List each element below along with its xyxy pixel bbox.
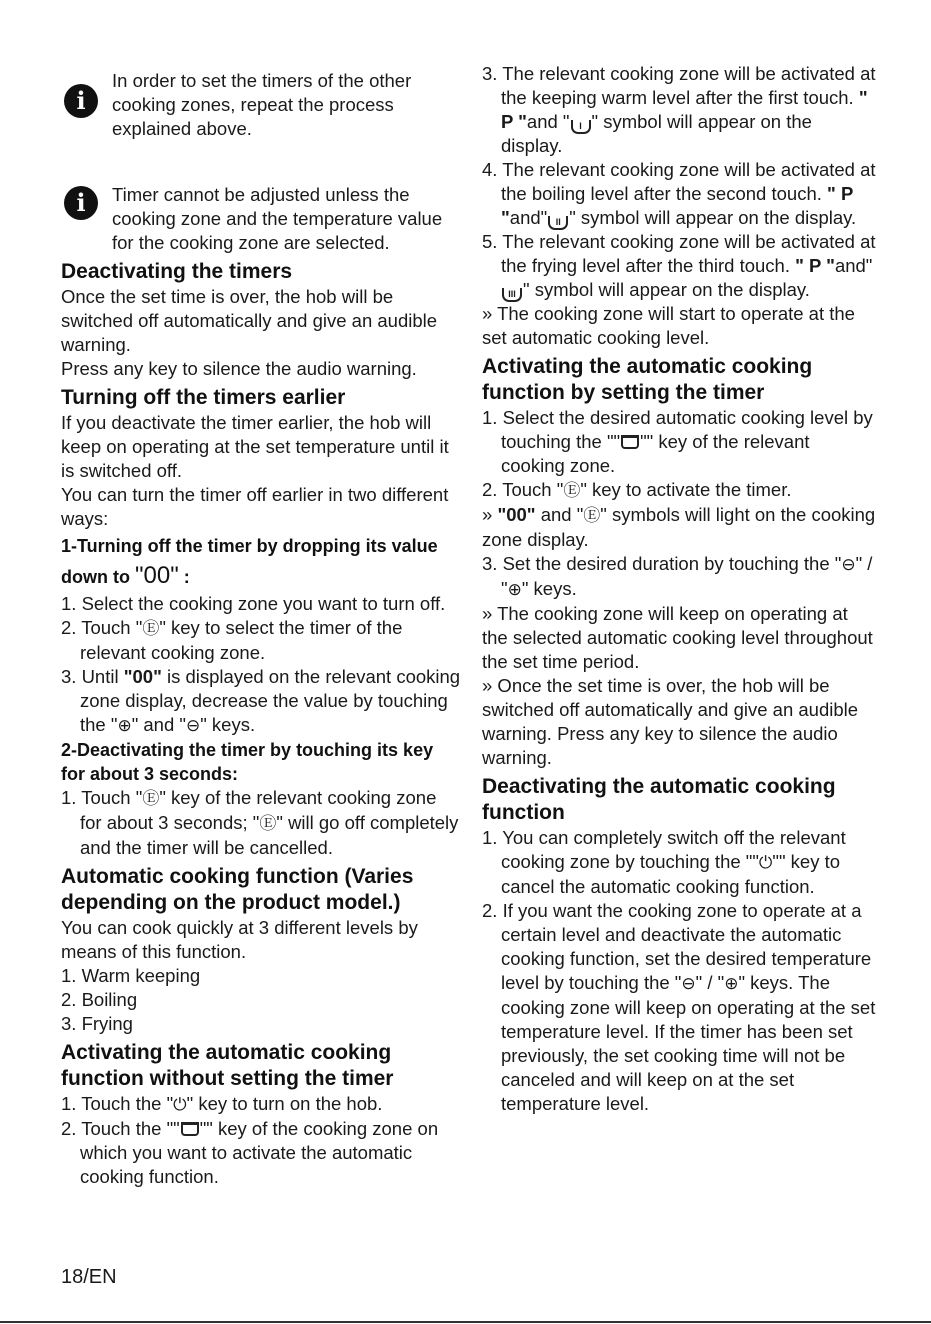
note-text: In order to set the timers of the other cooking zones, repeat the process explained above.: [112, 70, 412, 139]
list-item: 1. Touch "Ⓔ" key of the relevant cooking zone for about 3 seconds; "Ⓔ" will go off completely and the timer will be cancelled.: [61, 787, 459, 858]
paragraph: Once the set time is over, the hob will be switched off automatically and give an audible warning.: [61, 286, 438, 355]
minus-icon: ⊖: [841, 555, 856, 575]
section-heading: Automatic cooking function (Varies depending on the product model.): [61, 865, 414, 914]
paragraph: You can cook quickly at 3 different levels by means of this function.: [61, 917, 418, 962]
list-item: 1. Warm keeping: [61, 965, 201, 986]
section-heading: Activating the automatic cooking function without setting the timer: [61, 1041, 394, 1090]
section-heading: Deactivating the automatic cooking function: [482, 775, 836, 824]
info-icon: i: [64, 186, 98, 220]
paragraph: » The cooking zone will start to operate at the set automatic cooking level.: [482, 303, 855, 348]
section-heading: Deactivating the timers: [61, 260, 293, 283]
right-column: [482, 62, 877, 1116]
left-column: [61, 62, 461, 1189]
page-number: 18/EN: [61, 1266, 117, 1288]
paragraph: » The cooking zone will keep on operating at the selected automatic cooking level throughout the set time period.: [482, 603, 873, 672]
paragraph: » Once the set time is over, the hob will be switched off automatically and give an audible warning. Press any key to silence the audio warning.: [482, 675, 859, 768]
minus-icon: ⊖: [681, 974, 696, 994]
fry-level-icon: III: [502, 288, 522, 302]
pot-icon: [181, 1122, 199, 1136]
paragraph: Press any key to silence the audio warning.: [61, 358, 417, 379]
list-item: 2. Touch "Ⓔ" key to activate the timer.: [482, 479, 792, 501]
list-item: 1. Select the desired automatic cooking level by touching the "" "" key of the relevant cooking zone.: [482, 407, 873, 476]
section-heading: Activating the automatic cooking function by setting the timer: [482, 355, 813, 404]
list-item: 3. Frying: [61, 1013, 133, 1034]
list-item: 4. The relevant cooking zone will be activated at the boiling level after the second touch. " P "and" II " symbol will appear on the display.: [482, 159, 876, 228]
list-item: 2. If you want the cooking zone to operate at a certain level and deactivate the automatic cooking function, set the desired temperature level by touching the "⊖" / "⊕" keys. The cooking zone will keep on operating at the set temperature level. If the timer has been set previously, the set cooking time will not be canceled and will keep on at the set temperature level.: [482, 900, 876, 1114]
minus-icon: ⊖: [185, 716, 201, 736]
timer-icon: Ⓔ: [142, 619, 160, 639]
section-heading: Turning off the timers earlier: [61, 386, 346, 409]
plus-icon: ⊕: [117, 716, 132, 736]
timer-icon: Ⓔ: [142, 789, 160, 809]
boil-level-icon: II: [548, 216, 568, 230]
list-item: 2. Touch "Ⓔ" key to select the timer of the relevant cooking zone.: [61, 617, 403, 663]
list-item: 5. The relevant cooking zone will be activated at the frying level after the third touch. " P "and"III " symbol will appear on the display.: [482, 231, 876, 300]
timer-icon: Ⓔ: [259, 814, 277, 834]
list-item: 2. Touch the "" "" key of the cooking zone on which you want to activate the automatic cooking function.: [61, 1118, 439, 1187]
timer-icon: Ⓔ: [563, 481, 581, 501]
power-icon: ⏻: [758, 853, 773, 873]
paragraph: You can turn the timer off earlier in two different ways:: [61, 484, 449, 529]
list-item: 3. The relevant cooking zone will be activated at the keeping warm level after the first touch. " P "and " I " symbol will appear on the display.: [482, 63, 876, 156]
subheading: 2-Deactivating the timer by touching its key for about 3 seconds:: [61, 740, 434, 784]
list-item: 1. You can completely switch off the relevant cooking zone by touching the ""⏻"" key to cancel the automatic cooking function.: [482, 827, 846, 897]
subheading: 1-Turning off the timer by dropping its value down to "00" :: [61, 536, 438, 589]
list-item: 1. Touch the "⏻" key to turn on the hob.: [61, 1093, 383, 1115]
plus-icon: ⊕: [507, 580, 522, 600]
plus-icon: ⊕: [724, 974, 739, 994]
list-item: 3. Until "00" is displayed on the relevant cooking zone display, decrease the value by touching the "⊕" and "⊖" keys.: [61, 666, 461, 736]
list-item: 1. Select the cooking zone you want to turn off.: [61, 593, 446, 614]
paragraph: If you deactivate the timer earlier, the hob will keep on operating at the set temperature until it is switched off.: [61, 412, 449, 481]
warm-level-icon: I: [571, 120, 591, 134]
pot-icon: [621, 435, 639, 449]
power-icon: ⏻: [173, 1095, 187, 1115]
timer-icon: Ⓔ: [583, 506, 601, 526]
info-note: [61, 69, 461, 141]
info-icon: i: [64, 84, 98, 118]
note-text: Timer cannot be adjusted unless the cooking zone and the temperature value for the cooking zone are selected.: [112, 184, 443, 253]
paragraph: » "00" and "Ⓔ" symbols will light on the cooking zone display.: [482, 504, 876, 550]
footer-divider: [0, 1321, 931, 1323]
info-note: [61, 183, 461, 255]
list-item: 3. Set the desired duration by touching the "⊖" / "⊕" keys.: [482, 553, 873, 600]
list-item: 2. Boiling: [61, 989, 138, 1010]
